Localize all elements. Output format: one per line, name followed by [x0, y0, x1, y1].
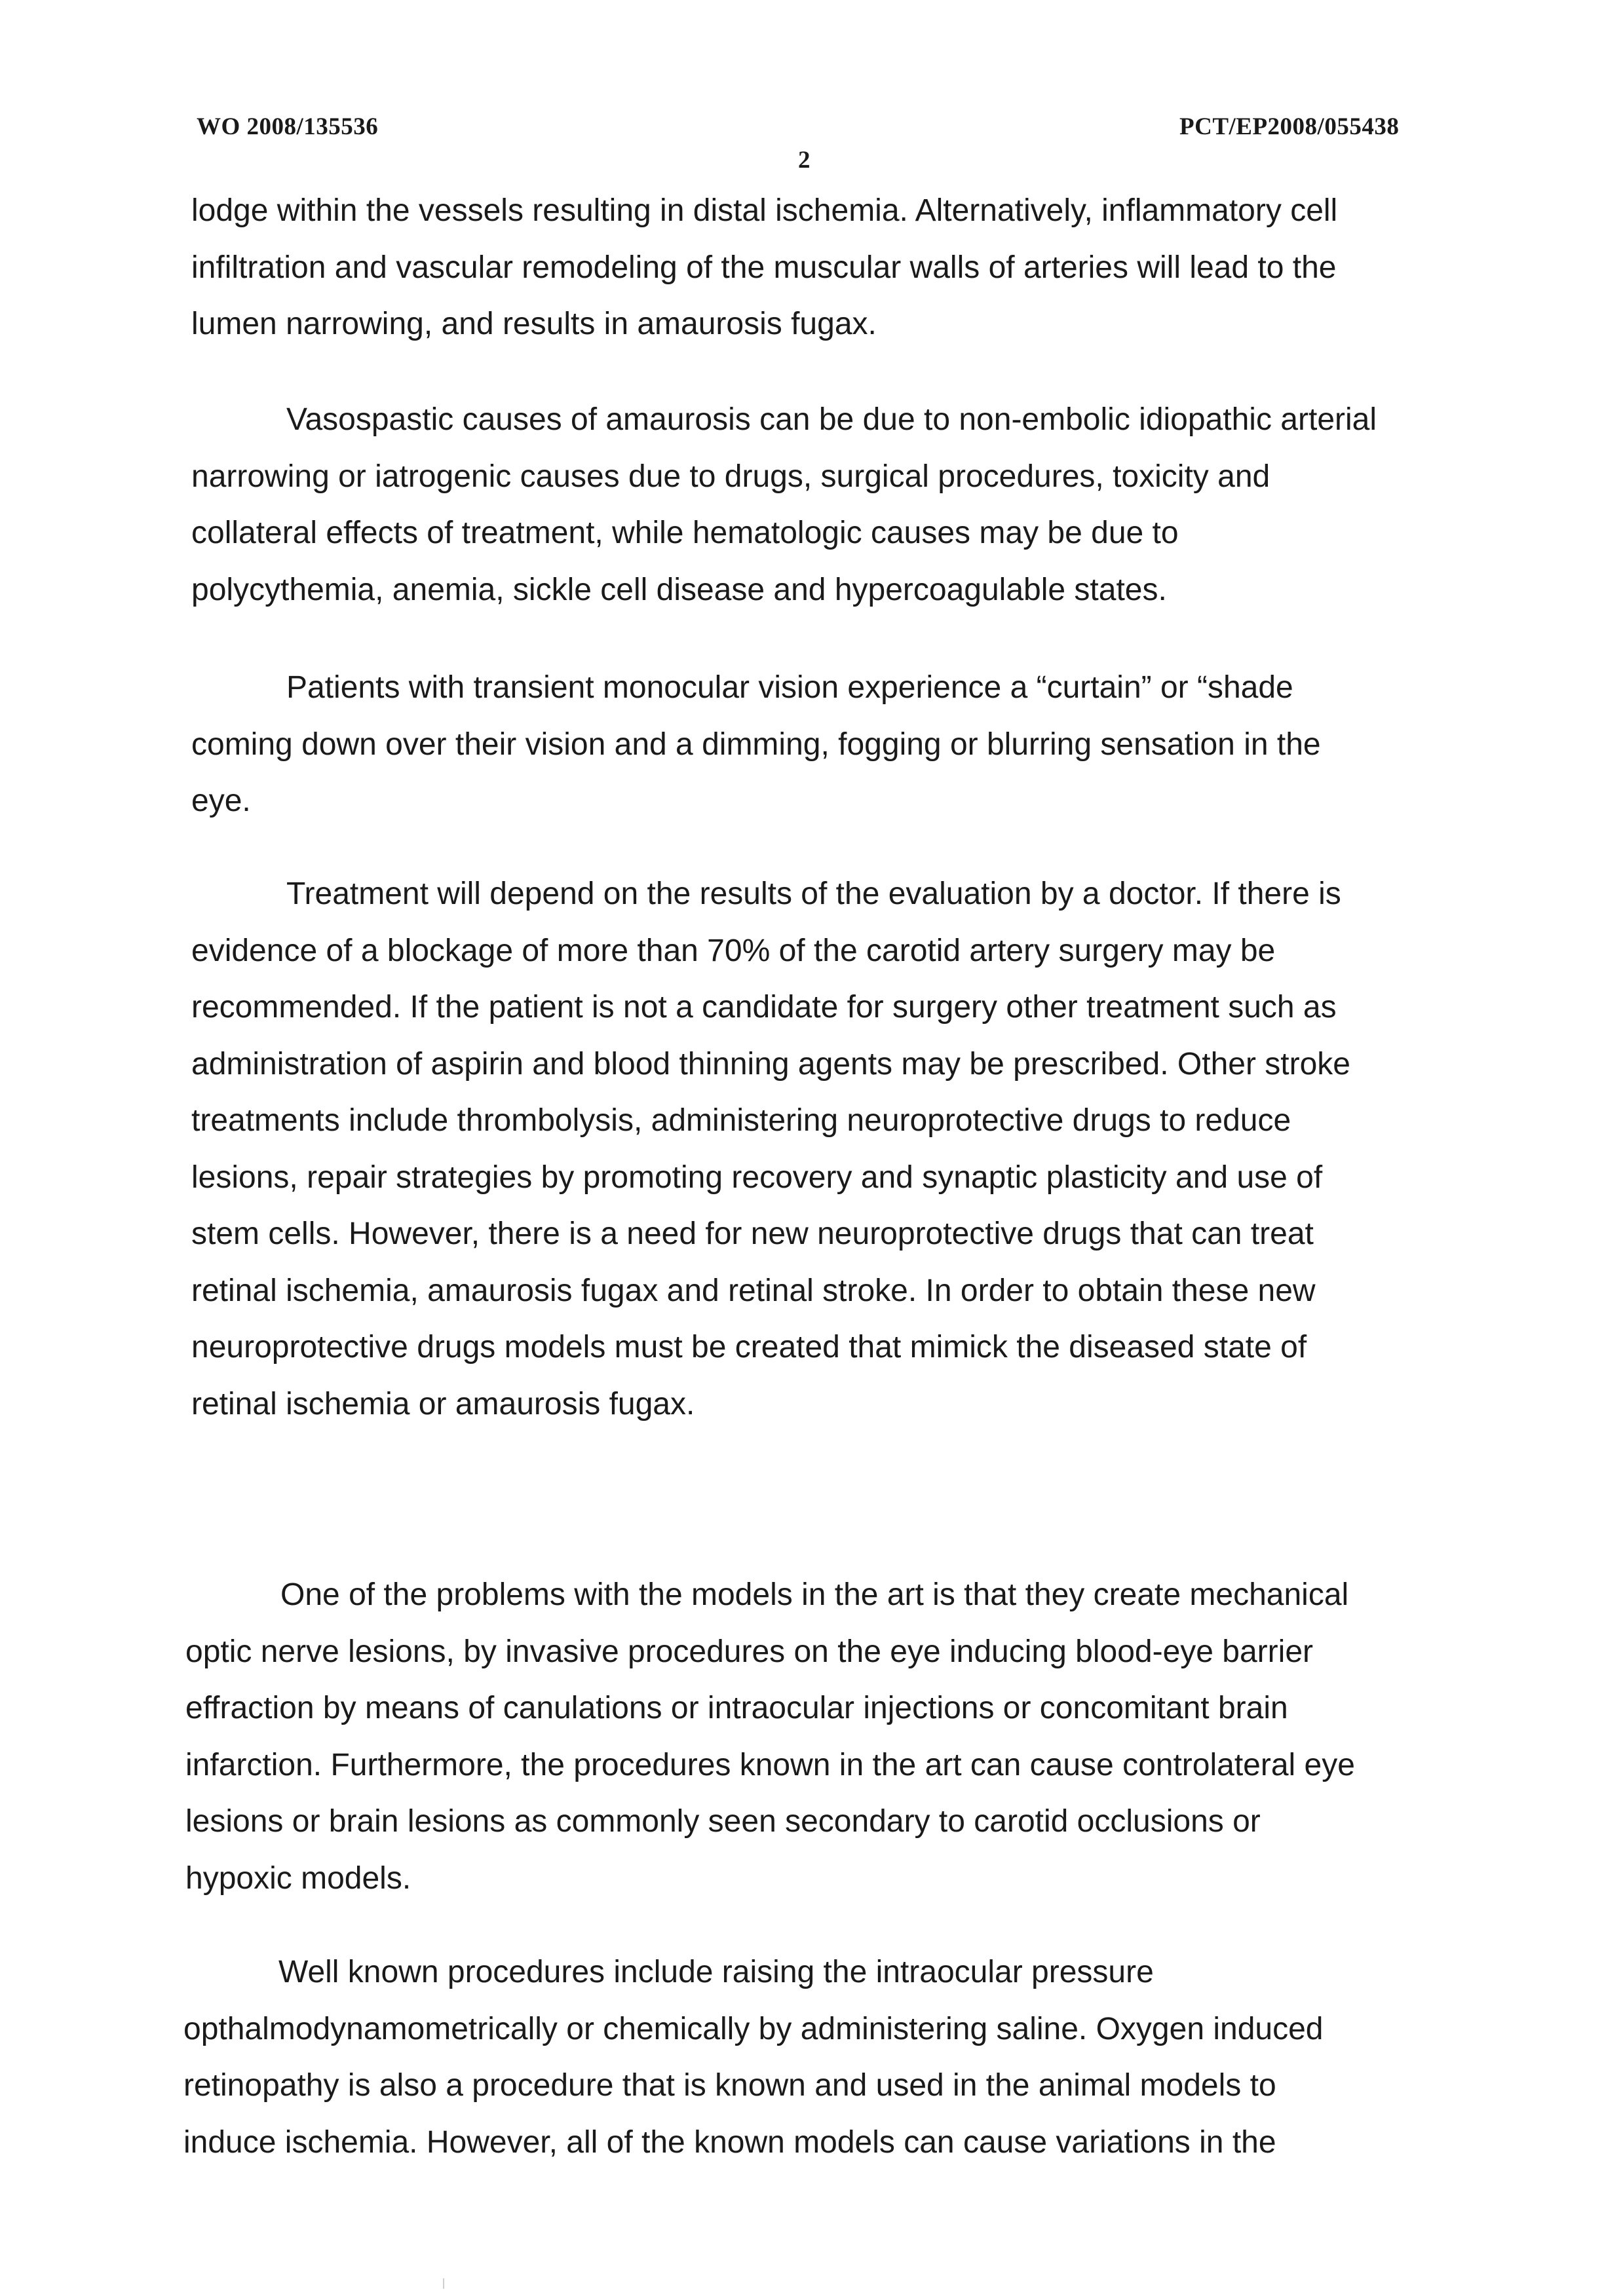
text-line: infiltration and vascular remodeling of the muscular walls of arteries will lead to the [191, 250, 1337, 285]
text-line: recommended. If the patient is not a candidate for surgery other treatment such as [191, 990, 1337, 1025]
text-line: retinal ischemia or amaurosis fugax. [191, 1386, 695, 1421]
text-line: effraction by means of canulations or intraocular injections or concomitant brain [185, 1691, 1288, 1725]
text-line: lesions or brain lesions as commonly seen secondary to carotid occlusions or [185, 1804, 1261, 1839]
paragraph-1 [191, 183, 1456, 353]
text-line: Vasospastic causes of amaurosis can be due to non-embolic idiopathic arterial [286, 402, 1377, 437]
text-line: retinopathy is also a procedure that is known and used in the animal models to [183, 2068, 1276, 2103]
text-line: treatments include thrombolysis, administering neuroprotective drugs to reduce [191, 1103, 1291, 1138]
text-line: evidence of a blockage of more than 70% of the carotid artery surgery may be [191, 933, 1276, 968]
paragraph-2 [191, 392, 1456, 618]
text-line: hypoxic models. [185, 1860, 411, 1896]
text-line: stem cells. However, there is a need for new neuroprotective drugs that can treat [191, 1216, 1314, 1251]
text-line: narrowing or iatrogenic causes due to drugs, surgical procedures, toxicity and [191, 459, 1270, 494]
scan-artifact [443, 2278, 444, 2289]
text-line: polycythemia, anemia, sickle cell disease and hypercoagulable states. [191, 572, 1167, 607]
text-line: One of the problems with the models in the art is that they create mechanical [280, 1577, 1349, 1612]
page-number: 2 [798, 147, 811, 174]
text-line: lodge within the vessels resulting in distal ischemia. Alternatively, inflammatory cell [191, 193, 1338, 228]
text-line: collateral effects of treatment, while hematologic causes may be due to [191, 516, 1179, 550]
text-line: infarction. Furthermore, the procedures known in the art can cause controlateral eye [185, 1747, 1355, 1782]
paragraph-6 [183, 1944, 1448, 2171]
paragraph-4 [191, 866, 1456, 1433]
text-line: neuroprotective drugs models must be created that mimick the diseased state of [191, 1330, 1307, 1364]
text-line: Treatment will depend on the results of the evaluation by a doctor. If there is [286, 876, 1341, 911]
application-number: PCT/EP2008/055438 [1179, 113, 1400, 140]
text-line: optic nerve lesions, by invasive procedures on the eye inducing blood-eye barrier [185, 1634, 1313, 1669]
text-line: induce ischemia. However, all of the known models can cause variations in the [183, 2124, 1276, 2160]
text-line: opthalmodynamometrically or chemically by administering saline. Oxygen induced [183, 2011, 1324, 2046]
text-line: lesions, repair strategies by promoting recovery and synaptic plasticity and use of [191, 1159, 1323, 1195]
text-line: administration of aspirin and blood thinning agents may be prescribed. Other stroke [191, 1046, 1350, 1082]
paragraph-5 [185, 1567, 1450, 1907]
paragraph-3 [191, 660, 1456, 830]
text-line: Patients with transient monocular vision experience a “curtain” or “shade [286, 670, 1293, 705]
publication-number: WO 2008/135536 [197, 113, 379, 140]
text-line: eye. [191, 783, 251, 818]
text-line: retinal ischemia, amaurosis fugax and retinal stroke. In order to obtain these new [191, 1273, 1316, 1308]
text-line: coming down over their vision and a dimming, fogging or blurring sensation in the [191, 726, 1321, 762]
text-line: lumen narrowing, and results in amaurosis fugax. [191, 307, 877, 341]
text-line: Well known procedures include raising the intraocular pressure [278, 1955, 1154, 1989]
